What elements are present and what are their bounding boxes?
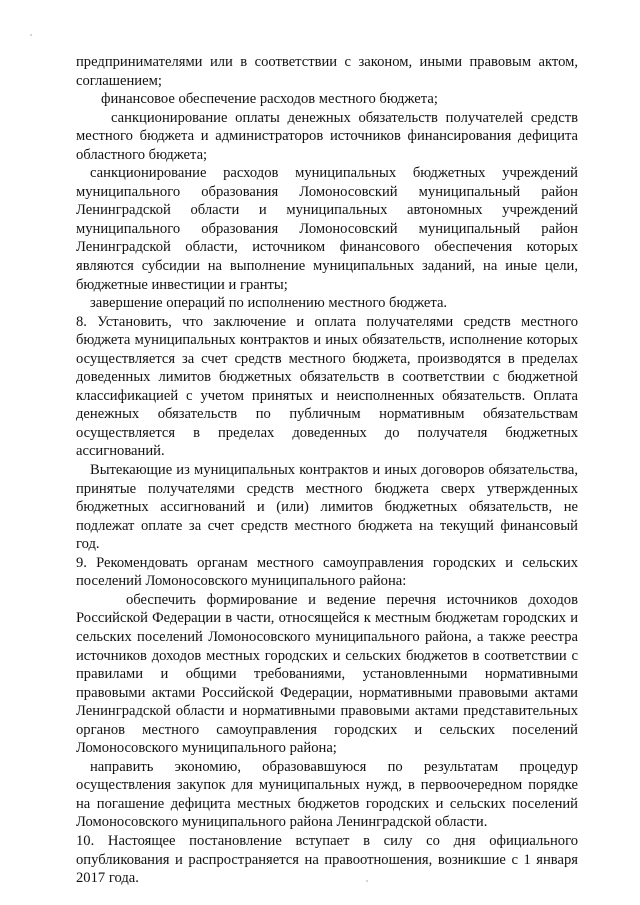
paragraph: обеспечить формирование и ведение перечня источников доходов Российской Федерации в части, относящейся к местным бюджетам городских и сельских поселений Ломоносовского муниципального района, а также реестра источников доходов местных городских и сельских бюджетов в соответствии с правилами и общими требованиями, установленными нормативными правовыми актами Российской Федерации, нормативными правовыми актами Ленинградской области и нормативными правовыми актами представительных органов местного самоуправления городских и сельских поселений Ломоносовского муниципального района; — [76, 591, 578, 757]
paragraph: направить экономию, образовавшуюся по результатам процедур осуществления закупок для муниципальных нужд, в первоочередном порядке на погашение дефицита местных бюджетов городских и сельских поселений Ломоносовского муниципального района Ленинградской области. — [76, 758, 578, 831]
paragraph: Вытекающие из муниципальных контрактов и иных договоров обязательства, принятые получателями средств местного бюджета сверх утвержденных бюджетных ассигнований и (или) лимитов бюджетных обязательств, не подлежат оплате за счет средств местного бюджета на текущий финансовый год. — [76, 462, 578, 553]
paragraph: санкционирование расходов муниципальных бюджетных учреждений муниципального образования Ломоносовский муниципальный район Ленинградской области и муниципальных автономных учреждений муниципального образования Ломоносовский муниципальный район Ленинградской области, источником финансового обеспечения которых являются субсидии на выполнение муниципальных заданий, на иные цели, бюджетные инвестиции и гранты; — [76, 165, 578, 293]
paragraph: завершение операций по исполнению местного бюджета. — [90, 295, 448, 312]
paragraph: предпринимателями или в соответствии с законом, иными правовым актом, соглашением; — [76, 54, 578, 89]
paragraph: 10. Настоящее постановление вступает в силу со дня официального опубликования и распространяется на правоотношения, возникшие с 1 января 2017 года. — [76, 832, 578, 887]
paragraph: 9. Рекомендовать органам местного самоуправления городских и сельских поселений Ломоносовского муниципального района: — [76, 554, 578, 590]
document-body — [76, 53, 578, 888]
scan-speck — [30, 34, 32, 36]
paragraph: финансовое обеспечение расходов местного бюджета; — [101, 91, 438, 108]
paragraph: 8. Установить, что заключение и оплата получателями средств местного бюджета муниципальных контрактов и иных обязательств, исполнение которых осуществляется за счет средств местного бюджета, производятся в пределах доведенных лимитов бюджетных обязательств в соответствии с бюджетной классификацией с учетом принятых и неисполненных обязательств. Оплата денежных обязательств по публичным нормативным обязательствам осуществляется в пределах доведенных до получателя бюджетных ассигнований. — [76, 313, 578, 460]
paragraph: санкционирование оплаты денежных обязательств получателей средств местного бюджета и администраторов источников финансирования дефицита областного бюджета; — [76, 109, 578, 163]
